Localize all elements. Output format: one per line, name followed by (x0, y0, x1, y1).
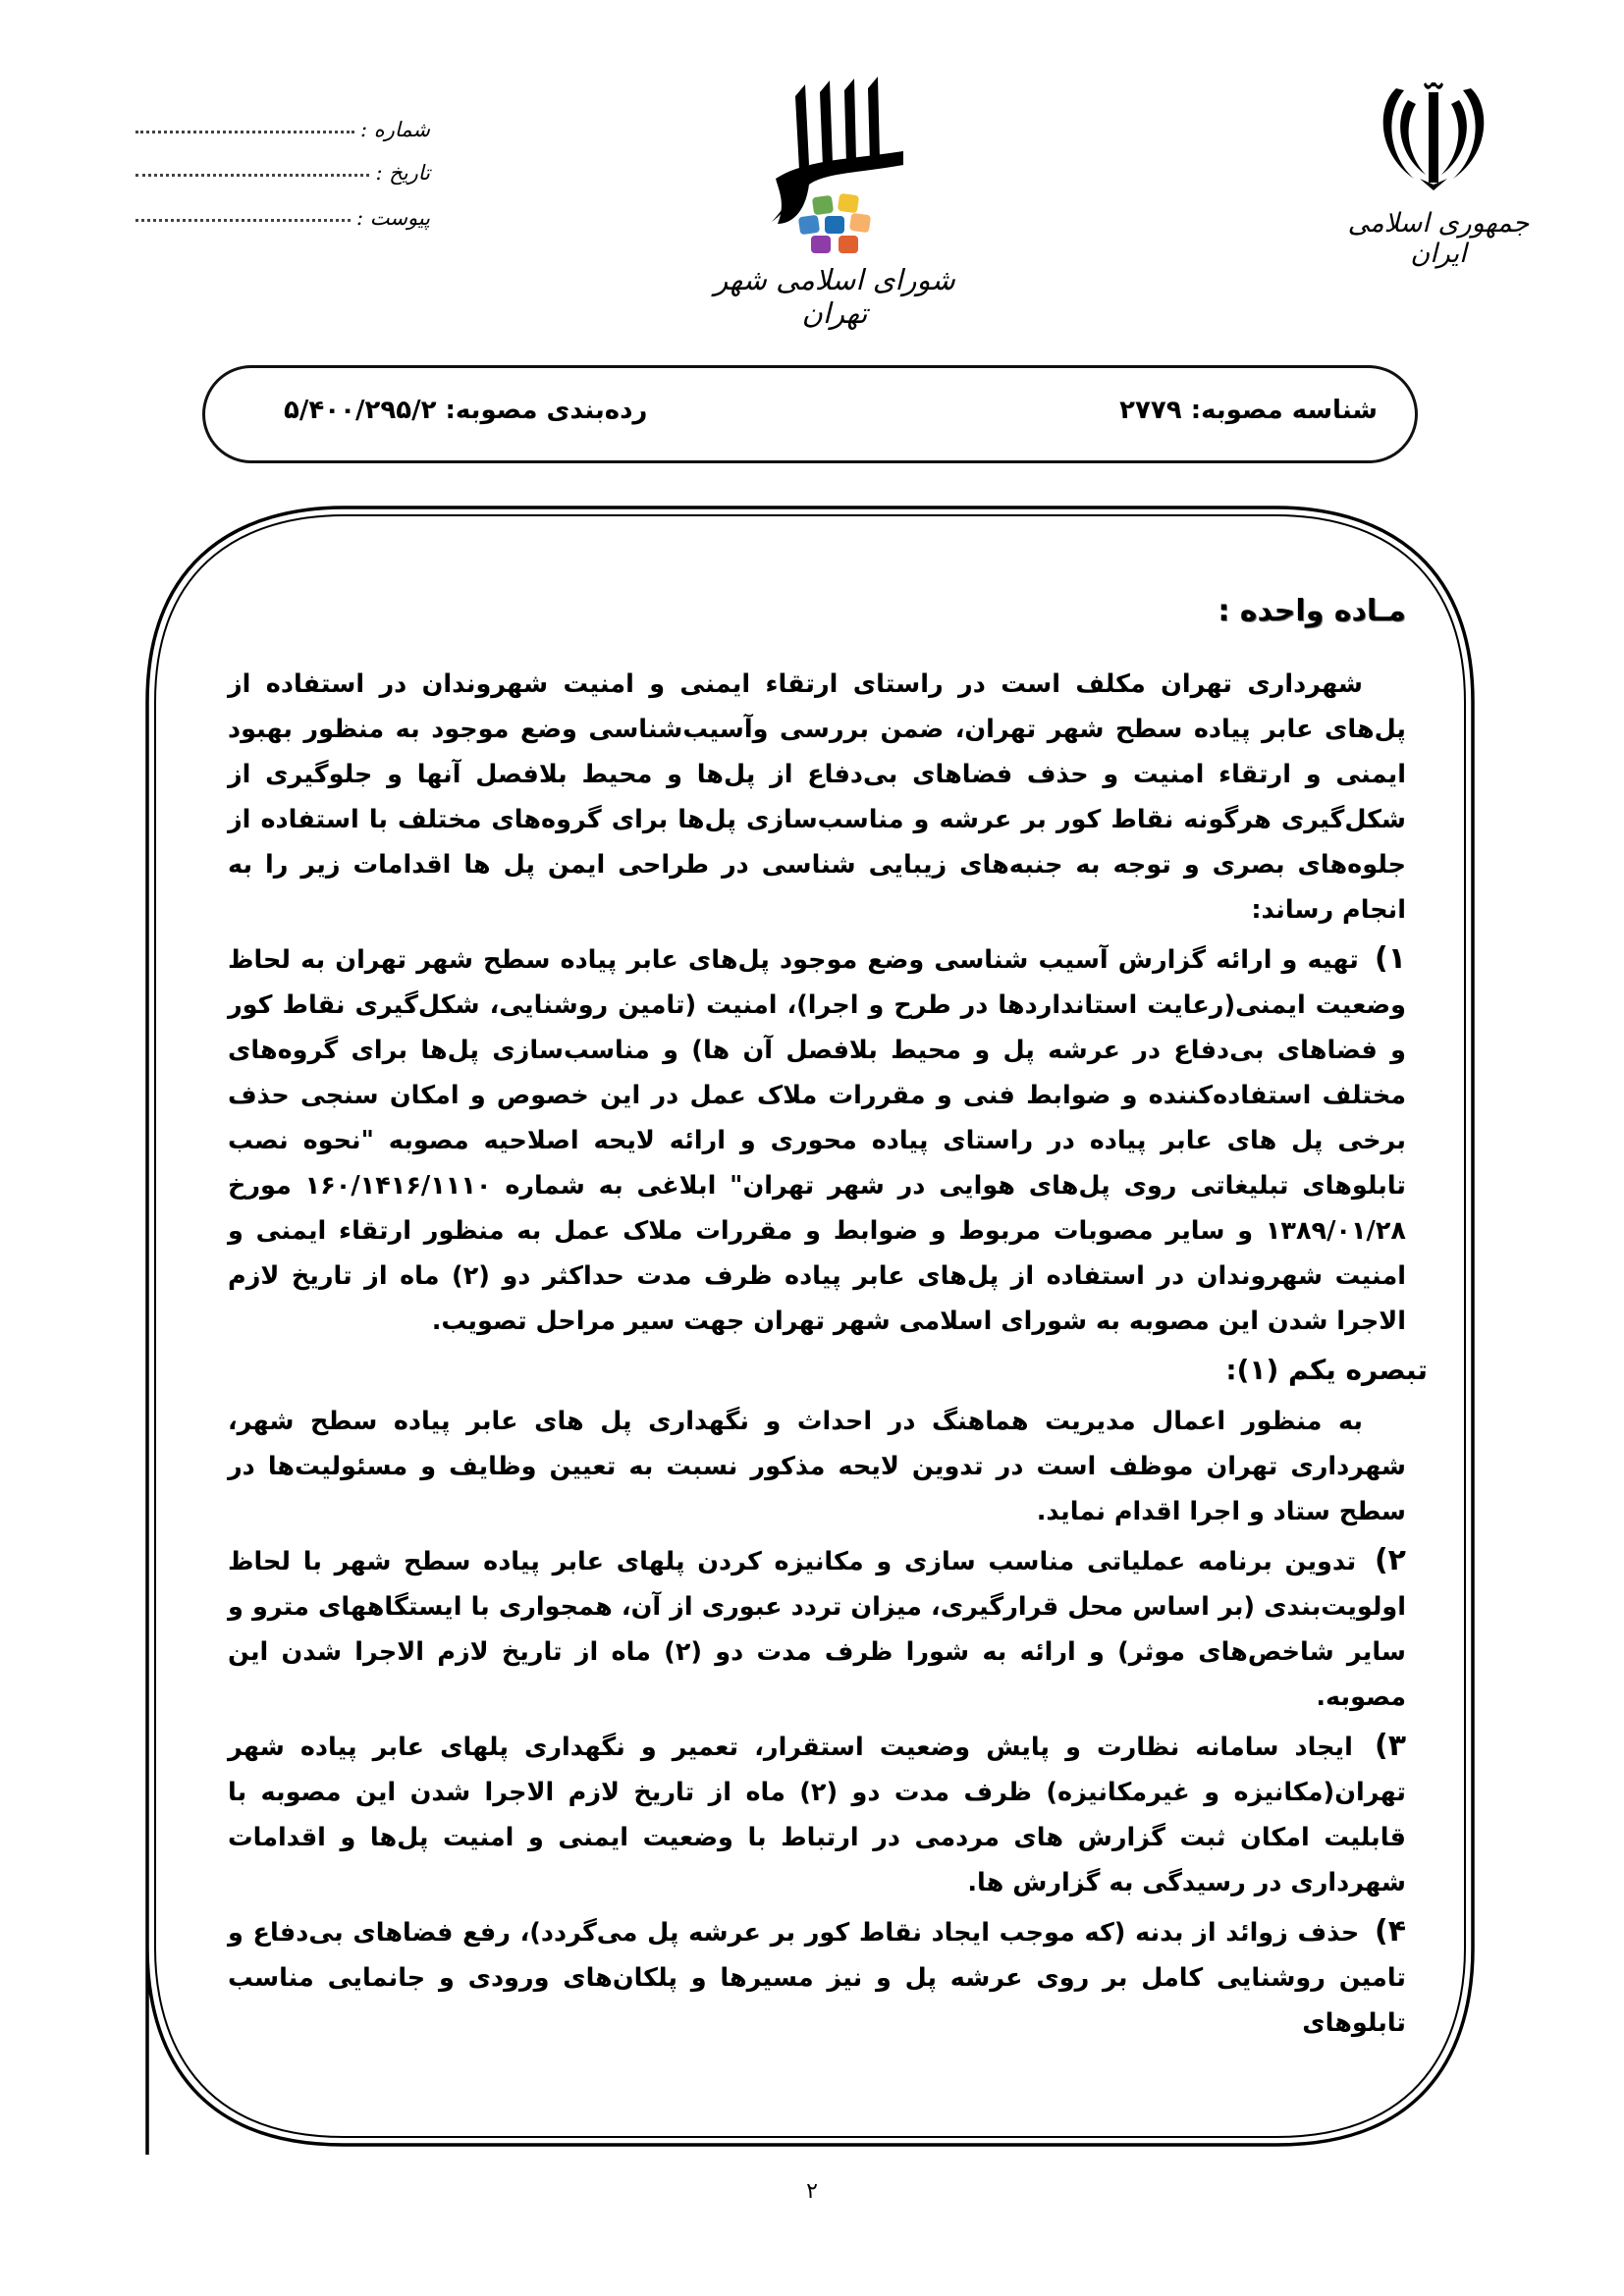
item-2-text: تدوین برنامه عملیاتی مناسب سازی و مکانیزه کردن پلهای عابر پیاده سطح شهر با لحاظ اولویت‌بندی (بر اساس محل قرارگیری، میزان تردد عبوری از آن، همجواری با ایستگاههای مترو و سایر شاخص‌های موثر) و ارائه به شورا ظرف مدت دو (۲) ماه از تاریخ لازم الاجرا شدن این مصوبه. (228, 1547, 1406, 1712)
page-number: ۲ (806, 2179, 818, 2204)
item-3 (228, 1724, 1406, 1905)
logo-tile (839, 236, 858, 253)
date-field-dots (135, 173, 369, 177)
item-1-text: تهیه و ارائه گزارش آسیب شناسی وضع موجود پل‌های عابر پیاده سطح شهر تهران به لحاظ وضعیت ایمنی(رعایت استانداردها در طرح و اجرا)، امنیت (تامین روشنایی، شکل‌گیری نقاط کور و فضاهای بی‌دفاع در عرشه پل و محیط بلافصل آن ها) و مناسب‌سازی پل‌ها برای گروه‌های مختلف استفاده‌کننده و ضوابط فنی و مقررات ملاک عمل در این خصوص و امکان سنجی حذف برخی پل های عابر پیاده در راستای پیاده محوری و ارائه لایحه اصلاحیه مصوبه "نحوه نصب تابلوهای تبلیغاتی روی پل‌های هوایی در شهر تهران" ابلاغی به شماره ۱۶۰/۱۴۱۶/۱۱۱۰ مورخ ۱۳۸۹/۰۱/۲۸ و سایر مصوبات مربوط و ضوابط و مقررات ملاک عمل به منظور ارتقاء ایمنی و امنیت شهروندان در استفاده از پل‌های عابر پیاده ظرف مدت حداکثر دو (۲) ماه از تاریخ لازم الاجرا شدن این مصوبه به شورای اسلامی شهر تهران جهت سیر مراحل تصویب. (228, 945, 1406, 1336)
date-field-label: تاریخ : (375, 161, 430, 185)
resolution-id-value: ۲۷۷۹ (1119, 396, 1182, 425)
iran-emblem-icon (1375, 77, 1492, 194)
item-4-text: حذف زوائد از بدنه (که موجب ایجاد نقاط کور بر عرشه پل می‌گردد)، رفع فضاهای بی‌دفاع و تامین روشنایی کامل بر روی عرشه پل و نیز مسیرها و پلکان‌های ورودی و جانمایی مناسب تابلوهای (228, 1918, 1406, 2038)
council-logo-icon (766, 77, 903, 293)
logo-tile (812, 195, 834, 216)
item-1 (228, 936, 1406, 1344)
classification-label: رده‌بندی مصوبه: (445, 396, 648, 425)
logo-tile (825, 216, 844, 234)
item-2 (228, 1538, 1406, 1720)
attachment-field-label: پیوست : (356, 206, 430, 230)
emblem-caption: جمهوری اسلامی ایران (1347, 208, 1530, 269)
classification-value: ۵/۴۰۰/۲۹۵/۲ (284, 396, 437, 425)
attachment-field (135, 190, 430, 230)
logo-tile (849, 213, 871, 234)
note-1-title: تبصره یکم (۱): (1225, 1354, 1428, 1386)
item-4 (228, 1909, 1406, 2046)
note-1-text: به منظور اعمال مدیریت هماهنگ در احداث و نگهداری پل های عابر پیاده سطح شهر، شهرداری تهران موظف است در تدوین لایحه مذکور نسبت به تعیین وظایف و مسئولیت‌ها در سطح ستاد و اجرا اقدام نماید. (228, 1407, 1406, 1526)
resolution-id-label: شناسه مصوبه: (1190, 396, 1378, 425)
resolution-classification (284, 396, 647, 425)
item-3-number: ۳) (1374, 1729, 1406, 1763)
resolution-id-box (202, 365, 1418, 463)
item-3-text: ایجاد سامانه نظارت و پایش وضعیت استقرار، تعمیر و نگهداری پلهای عابر پیاده شهر تهران(مکانیزه و غیرمکانیزه) ظرف مدت دو (۲) ماه از تاریخ لازم الاجرا شدن این مصوبه با قابلیت امکان ثبت گزارش های مردمی در ارتباط با وضعیت ایمنی و امنیت پل‌ها و اقدامات شهرداری در رسیدگی به گزارش ها. (228, 1733, 1406, 1897)
logo-tile (838, 193, 859, 214)
logo-tile (811, 236, 831, 253)
item-4-number: ۴) (1374, 1914, 1406, 1949)
date-field (135, 145, 430, 185)
attachment-field-dots (135, 218, 351, 222)
number-field-label: شماره : (359, 118, 430, 141)
intro-paragraph: شهرداری تهران مکلف است در راستای ارتقاء ایمنی و امنیت شهروندان در استفاده از پل‌های عابر پیاده سطح شهر تهران، ضمن بررسی وآسیب‌شناسی وضع موجود به منظور بهبود ایمنی و ارتقاء امنیت و حذف فضاهای بی‌دفاع از پل‌ها و محیط بلافصل آنها و جلوگیری از شکل‌گیری هرگونه نقاط کور بر عرشه و مناسب‌سازی پل‌ها برای گروه‌های مختلف با استفاده از جلوه‌های بصری و توجه به جنبه‌های زیبایی شناسی در طراحی ایمن پل ها اقدامات زیر را به انجام رساند: (228, 669, 1406, 925)
resolution-id (1119, 396, 1378, 425)
council-name: شورای اسلامی شهر تهران (714, 263, 955, 330)
resolution-body (228, 589, 1428, 2050)
logo-tile (798, 215, 820, 236)
item-2-number: ۲) (1374, 1543, 1406, 1577)
number-field (135, 102, 430, 141)
number-field-dots (135, 130, 354, 133)
item-1-number: ۱) (1374, 941, 1406, 976)
single-article-heading: مـاده واحده : (1218, 594, 1406, 628)
